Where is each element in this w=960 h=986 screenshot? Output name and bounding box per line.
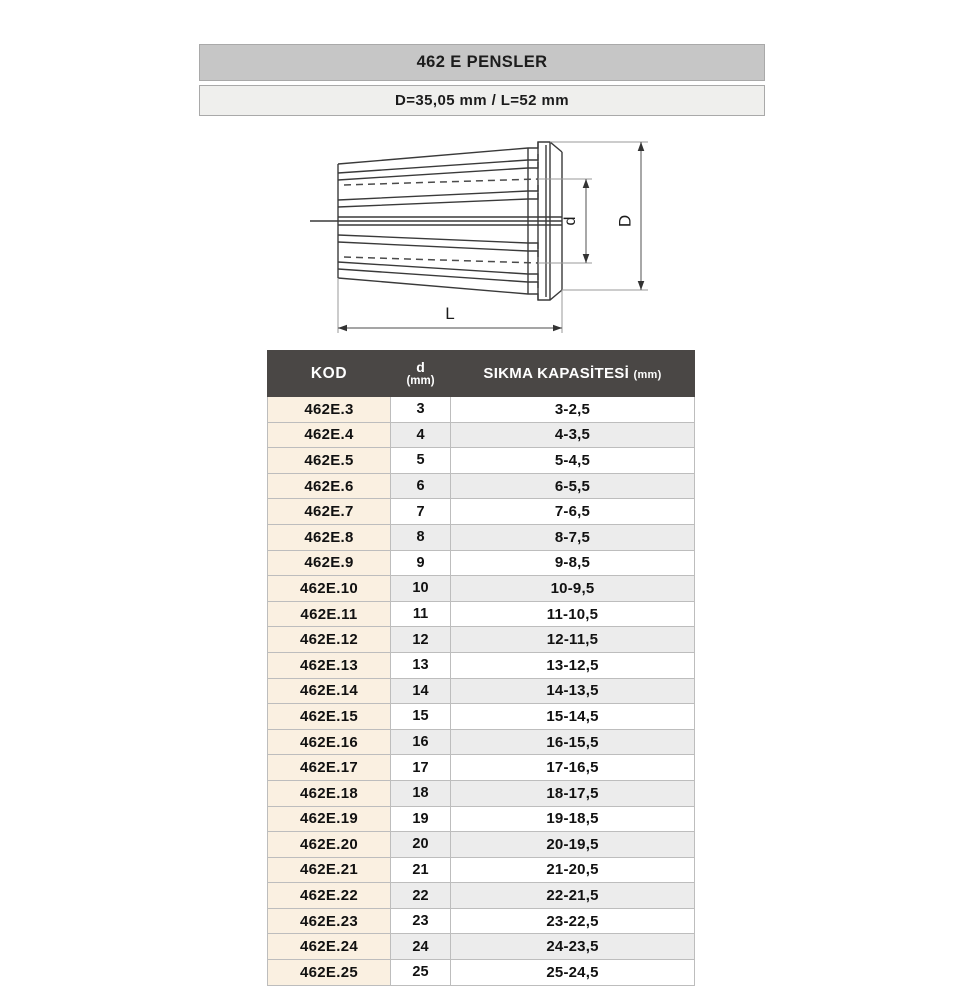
cell-kod: 462E.23: [268, 908, 391, 934]
table-row: [268, 448, 695, 474]
collet-drawing-svg: [300, 128, 680, 343]
cell-d: 6: [391, 473, 451, 499]
cell-capacity: 19-18,5: [451, 806, 695, 832]
cell-capacity: 10-9,5: [451, 576, 695, 602]
page-subtitle: D=35,05 mm / L=52 mm: [199, 85, 765, 116]
table-row: [268, 934, 695, 960]
cell-d: 23: [391, 908, 451, 934]
cell-d: 4: [391, 422, 451, 448]
cell-capacity: 17-16,5: [451, 755, 695, 781]
dimension-L: [338, 325, 562, 332]
cell-capacity: 23-22,5: [451, 908, 695, 934]
table-row: [268, 832, 695, 858]
table-row: [268, 601, 695, 627]
cell-capacity: 6-5,5: [451, 473, 695, 499]
cell-capacity: 16-15,5: [451, 729, 695, 755]
cell-d: 15: [391, 704, 451, 730]
cell-kod: 462E.25: [268, 960, 391, 986]
cell-kod: 462E.16: [268, 729, 391, 755]
dimension-D: [638, 142, 645, 290]
cell-kod: 462E.15: [268, 704, 391, 730]
cell-capacity: 7-6,5: [451, 499, 695, 525]
cell-capacity: 11-10,5: [451, 601, 695, 627]
cell-capacity: 3-2,5: [451, 397, 695, 423]
cell-kod: 462E.7: [268, 499, 391, 525]
table-header: [268, 351, 695, 397]
cell-d: 25: [391, 960, 451, 986]
table-row: [268, 524, 695, 550]
dimension-label-d: d: [562, 216, 580, 226]
table-row: [268, 704, 695, 730]
cell-kod: 462E.6: [268, 473, 391, 499]
cell-d: 12: [391, 627, 451, 653]
table-row: [268, 908, 695, 934]
cell-capacity: 18-17,5: [451, 780, 695, 806]
cell-d: 24: [391, 934, 451, 960]
cell-d: 11: [391, 601, 451, 627]
table-header-row: [268, 351, 695, 397]
cell-kod: 462E.4: [268, 422, 391, 448]
dimension-label-L: L: [445, 304, 455, 323]
cell-kod: 462E.8: [268, 524, 391, 550]
cell-kod: 462E.18: [268, 780, 391, 806]
column-header-kod: [268, 351, 391, 397]
cell-capacity: 8-7,5: [451, 524, 695, 550]
spec-table: [267, 350, 695, 986]
column-header-d-label: d: [416, 359, 425, 376]
table-row: [268, 729, 695, 755]
table-row: [268, 652, 695, 678]
cell-kod: 462E.10: [268, 576, 391, 602]
table-row: [268, 499, 695, 525]
table-row: [268, 678, 695, 704]
cell-capacity: 20-19,5: [451, 832, 695, 858]
table-row: [268, 960, 695, 986]
table-row: [268, 473, 695, 499]
cell-kod: 462E.19: [268, 806, 391, 832]
cell-kod: 462E.3: [268, 397, 391, 423]
cell-capacity: 5-4,5: [451, 448, 695, 474]
cell-d: 3: [391, 397, 451, 423]
cell-kod: 462E.20: [268, 832, 391, 858]
page-title: 462 E PENSLER: [199, 44, 765, 81]
table-row: [268, 422, 695, 448]
column-header-capacity: [451, 351, 695, 397]
cell-d: 18: [391, 780, 451, 806]
table-row: [268, 755, 695, 781]
cell-capacity: 22-21,5: [451, 883, 695, 909]
column-header-d-unit: (mm): [406, 374, 435, 387]
column-header-kod-label: KOD: [310, 364, 348, 382]
cell-d: 17: [391, 755, 451, 781]
cell-capacity: 12-11,5: [451, 627, 695, 653]
table-row: [268, 806, 695, 832]
cell-d: 14: [391, 678, 451, 704]
cell-capacity: 13-12,5: [451, 652, 695, 678]
cell-capacity: 4-3,5: [451, 422, 695, 448]
cell-d: 13: [391, 652, 451, 678]
table-row: [268, 780, 695, 806]
cell-kod: 462E.12: [268, 627, 391, 653]
cell-capacity: 15-14,5: [451, 704, 695, 730]
cell-kod: 462E.11: [268, 601, 391, 627]
cell-d: 22: [391, 883, 451, 909]
cell-kod: 462E.21: [268, 857, 391, 883]
cell-kod: 462E.5: [268, 448, 391, 474]
cell-d: 20: [391, 832, 451, 858]
table-row: [268, 397, 695, 423]
table-row: [268, 857, 695, 883]
cell-d: 5: [391, 448, 451, 474]
cell-d: 9: [391, 550, 451, 576]
cell-d: 8: [391, 524, 451, 550]
cell-d: 10: [391, 576, 451, 602]
cell-d: 19: [391, 806, 451, 832]
column-header-capacity-unit: (mm): [633, 369, 662, 381]
cell-d: 21: [391, 857, 451, 883]
cell-capacity: 24-23,5: [451, 934, 695, 960]
table-row: [268, 883, 695, 909]
title-block: [199, 44, 765, 116]
dimension-d: [583, 179, 590, 263]
cell-capacity: 9-8,5: [451, 550, 695, 576]
cell-kod: 462E.13: [268, 652, 391, 678]
cell-capacity: 25-24,5: [451, 960, 695, 986]
table-row: [268, 576, 695, 602]
collet-technical-drawing: [300, 128, 680, 343]
cell-kod: 462E.22: [268, 883, 391, 909]
cell-kod: 462E.24: [268, 934, 391, 960]
spec-table-container: [267, 350, 694, 986]
cell-d: 16: [391, 729, 451, 755]
column-header-d: [391, 351, 451, 397]
dimension-label-D: D: [615, 214, 635, 228]
cell-kod: 462E.17: [268, 755, 391, 781]
cell-kod: 462E.14: [268, 678, 391, 704]
cell-kod: 462E.9: [268, 550, 391, 576]
table-row: [268, 550, 695, 576]
column-header-capacity-label: SIKMA KAPASİTESİ: [483, 365, 630, 382]
cell-capacity: 14-13,5: [451, 678, 695, 704]
table-row: [268, 627, 695, 653]
cell-capacity: 21-20,5: [451, 857, 695, 883]
table-body: [268, 397, 695, 986]
cell-d: 7: [391, 499, 451, 525]
